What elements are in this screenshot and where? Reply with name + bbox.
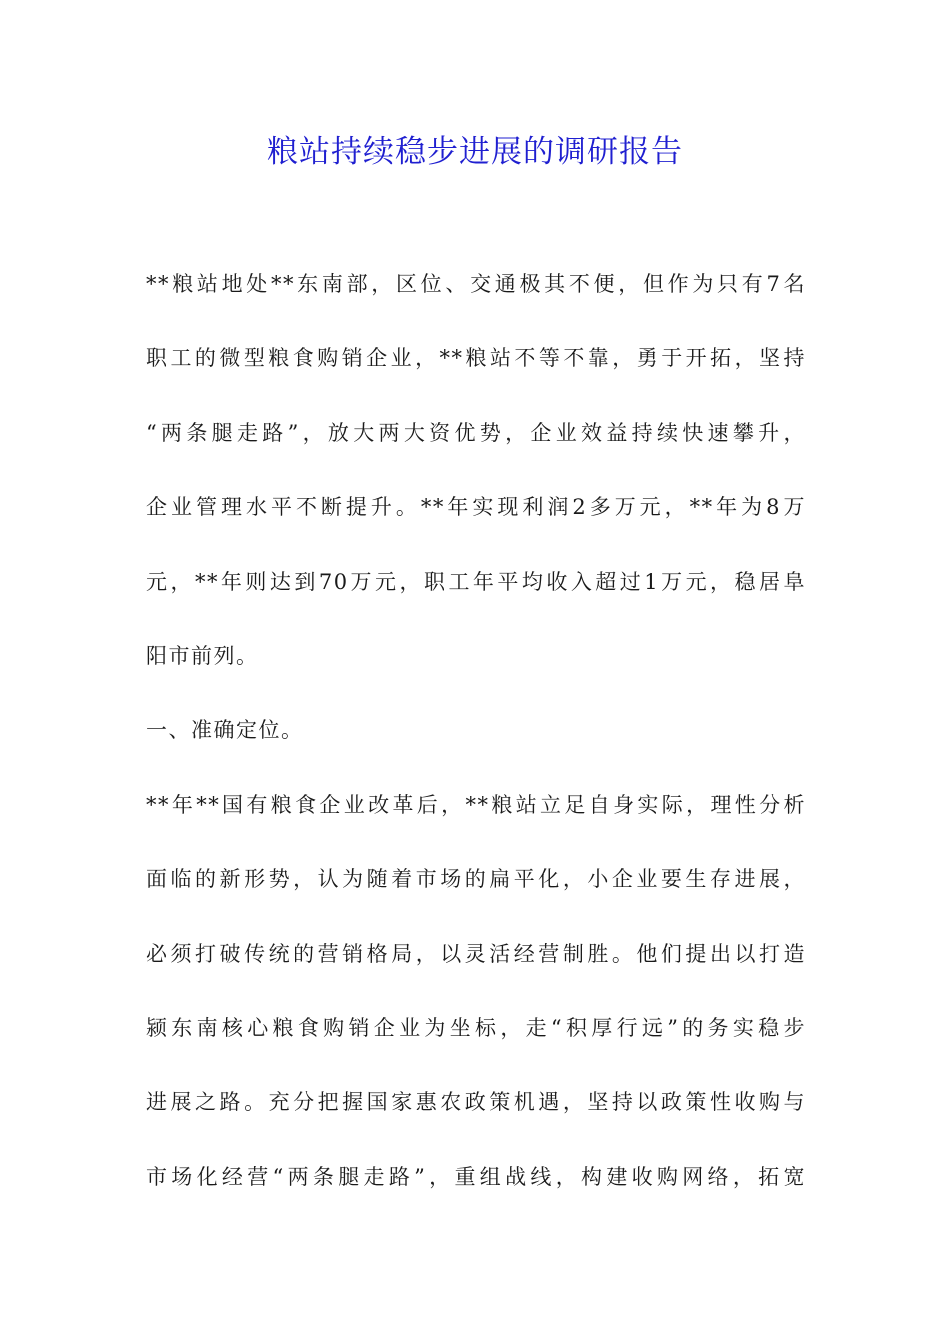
paragraph-line: 元，**年则达到70万元，职工年平均收入超过1万元，稳居阜: [146, 569, 806, 594]
document-body: [146, 262, 806, 1229]
paragraph-line: “两条腿走路”，放大两大资优势，企业效益持续快速攀升，: [146, 420, 806, 445]
paragraph-line: 必须打破传统的营销格局，以灵活经营制胜。他们提出以打造: [146, 941, 806, 966]
paragraph-line: 职工的微型粮食购销企业，**粮站不等不靠，勇于开拓，坚持: [146, 346, 806, 371]
paragraph-line: **粮站地处**东南部，区位、交通极其不便，但作为只有7名: [146, 272, 806, 296]
paragraph-line: 颍东南核心粮食购销企业为坐标，走“积厚行远”的务实稳步: [146, 1015, 806, 1040]
paragraph-line: 进展之路。充分把握国家惠农政策机遇，坚持以政策性收购与: [146, 1090, 806, 1115]
section-heading: 一、准确定位。: [146, 718, 304, 743]
document-title: 粮站持续稳步进展的调研报告: [267, 134, 683, 170]
paragraph-line: 市场化经营“两条腿走路”，重组战线，构建收购网络，拓宽: [146, 1164, 806, 1189]
paragraph-line: 企业管理水平不断提升。**年实现利润2多万元，**年为8万: [146, 495, 806, 520]
paragraph-line: 面临的新形势，认为随着市场的扁平化，小企业要生存进展，: [146, 867, 806, 892]
paragraph-line: **年**国有粮食企业改革后，**粮站立足自身实际，理性分析: [146, 792, 806, 817]
paragraph-line: 阳市前列。: [146, 643, 259, 668]
